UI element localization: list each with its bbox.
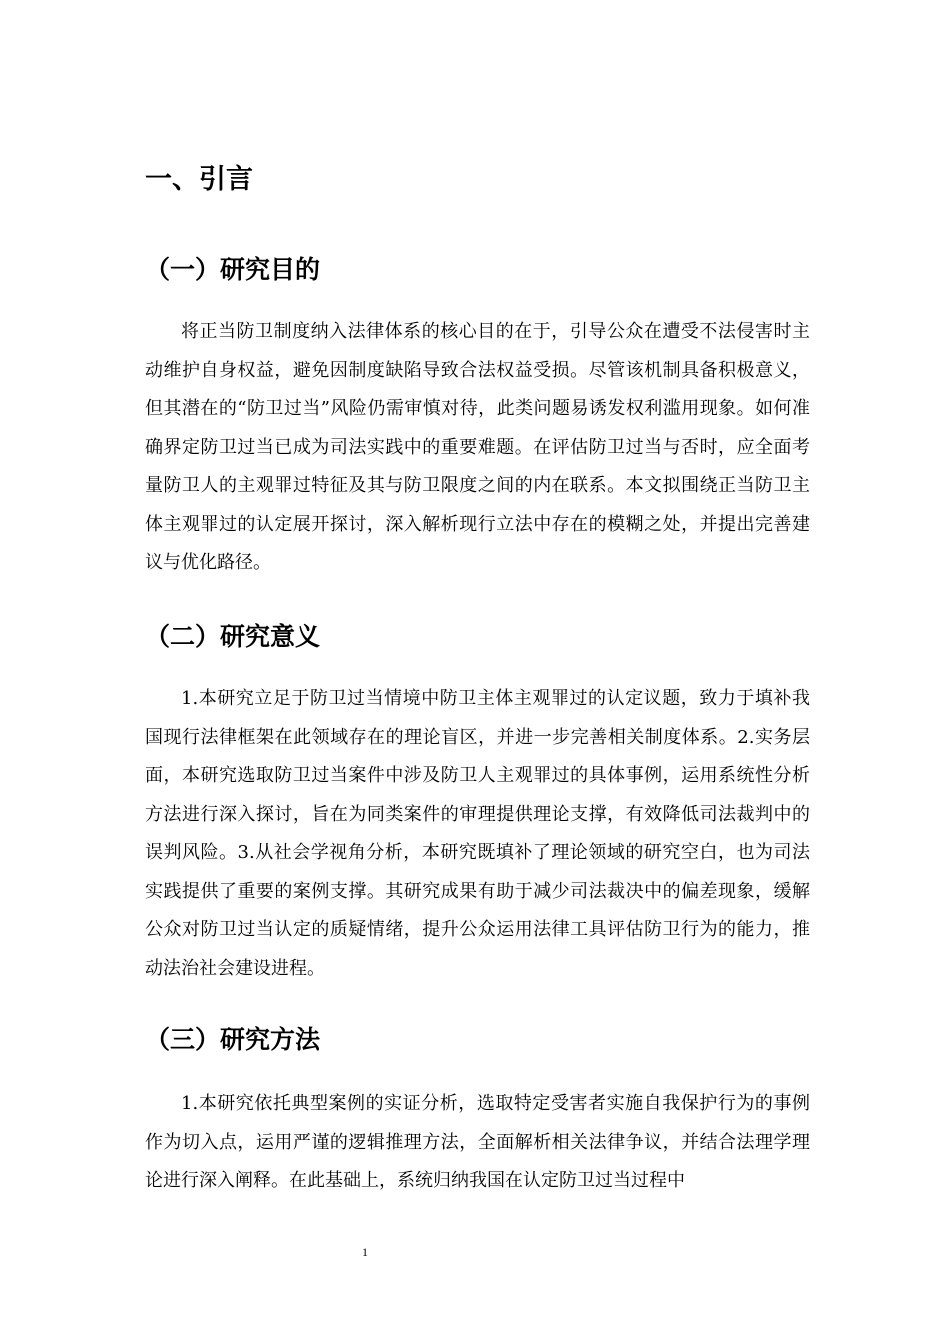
section-paragraph-purpose: 将正当防卫制度纳入法律体系的核心目的在于，引导公众在遭受不法侵害时主动维护自身权益，避免因制度缺陷导致合法权益受损。尽管该机制具备积极意义，但其潜在的“防卫过当”风险仍需审慎对待，此类问题易诱发权利滥用现象。如何准确界定防卫过当已成为司法实践中的重要难题。在评估防卫过当与否时，应全面考量防卫人的主观罪过特征及其与防卫限度之间的内在联系。本文拟围绕正当防卫主体主观罪过的认定展开探讨，深入解析现行立法中存在的模糊之处，并提出完善建议与优化路径。: [145, 321, 810, 573]
section-heading-significance: （二）研究意义: [145, 622, 321, 651]
page-number: 1: [362, 1245, 368, 1259]
section-heading-method: （三）研究方法: [145, 1025, 321, 1054]
section-heading-purpose: （一）研究目的: [145, 255, 321, 284]
section-paragraph-significance: 1.本研究立足于防卫过当情境中防卫主体主观罪过的认定议题，致力于填补我国现行法律框架在此领域存在的理论盲区，并进一步完善相关制度体系。2.实务层面，本研究选取防卫过当案件中涉及防卫人主观罪过的具体事例，运用系统性分析方法进行深入探讨，旨在为同类案件的审理提供理论支撑，有效降低司法裁判中的误判风险。3.从社会学视角分析，本研究既填补了理论领域的研究空白，也为司法实践提供了重要的案例支撑。其研究成果有助于减少司法裁决中的偏差现象，缓解公众对防卫过当认定的质疑情绪，提升公众运用法律工具评估防卫行为的能力，推动法治社会建设进程。: [145, 688, 810, 979]
chapter-heading: 一、引言: [145, 164, 253, 195]
section-paragraph-method: 1.本研究依托典型案例的实证分析，选取特定受害者实施自我保护行为的事例作为切入点，运用严谨的逻辑推理方法，全面解析相关法律争议，并结合法理学理论进行深入阐释。在此基础上，系统归纳我国在认定防卫过当过程中: [145, 1093, 810, 1191]
